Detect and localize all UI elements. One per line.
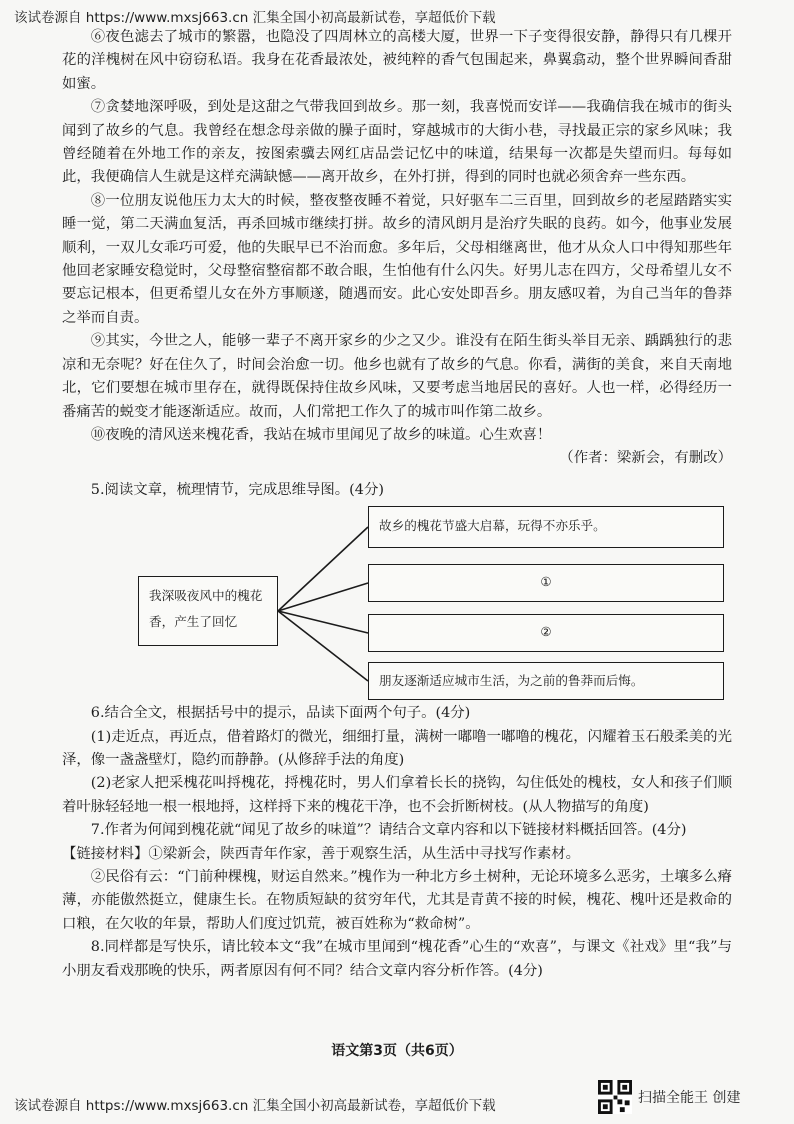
mind-map-branch-4: 朋友逐渐适应城市生活，为之前的鲁莽而后悔。 [368, 662, 724, 700]
scanner-label: 扫描全能王 创建 [638, 1090, 741, 1106]
question-7: 7.作者为何闻到槐花就“闻见了故乡的味道”？请结合文章内容和以下链接材料概括回答。(4分) [90, 822, 687, 839]
page-content [62, 26, 732, 983]
question-6: 6.结合全文，根据括号中的提示，品读下面两个句子。(4分) [90, 705, 471, 722]
mind-map-blank-1[interactable]: ① [368, 564, 724, 602]
question-5: 5.阅读文章，梳理情节，完成思维导图。(4分) [90, 481, 384, 498]
question-6-part-1: (1)走近点，再近点，借着路灯的微光，细细打量，满树一嘟噜一嘟噜的槐花，闪耀着玉石般柔美的光泽，像一盏盏壁灯，隐约而静静。(从修辞手法的角度) [62, 728, 732, 768]
mind-map-branch-1: 故乡的槐花节盛大启幕，玩得不亦乐乎。 [368, 506, 724, 548]
question-8: 8.同样都是写快乐，请比较本文“我”在城市里闻到“槐花香”心生的“欢喜”，与课文《社戏》里“我”与小朋友看戏那晚的快乐，两者原因有何不同？结合文章内容分析作答。(4分) [62, 939, 732, 979]
source-banner-top: 该试卷源自 https://www.mxsj663.cn 汇集全国小初高最新试卷，享超低价下载 [14, 10, 496, 26]
question-7-link-material-1: 【链接材料】①梁新会，陕西青年作家，善于观察生活，从生活中寻找写作素材。 [62, 845, 581, 862]
article-paragraph-6: ⑥夜色滤去了城市的繁嚣，也隐没了四周林立的高楼大厦，世界一下子变得很安静，静得只有几棵开花的洋槐树在风中窃窃私语。我身在花香最浓处，被纯粹的香气包围起来，鼻翼翕动，整个世界瞬间香甜如蜜。 [62, 29, 732, 92]
source-banner-bottom: 该试卷源自 https://www.mxsj663.cn 汇集全国小初高最新试卷，享超低价下载 [14, 1098, 496, 1114]
connector-2 [278, 583, 368, 611]
article-paragraph-9: ⑨其实，今世之人，能够一辈子不离开家乡的少之又少。谁没有在陌生街头举目无亲、踽踽独行的悲凉和无奈呢？好在住久了，时间会治愈一切。他乡也就有了故乡的气息。你看，满街的美食，来自天南地北，它们要想在城市里存在，就得既保持住故乡风味，又要考虑当地居民的喜好。人也一样，必得经历一番痛苦的蜕变才能逐渐适应。故而，人们常把工作久了的城市叫作第二故乡。 [62, 333, 732, 420]
mind-map-blank-2[interactable]: ② [368, 614, 724, 652]
question-7-link-material-2: ②民俗有云：“门前种棵槐，财运自然来。”槐作为一种北方乡土树种，无论环境多么恶劣，土壤多么瘠薄，亦能傲然挺立，健康生长。在物质短缺的贫穷年代，尤其是青黄不接的时候，槐花、槐叶还是救命的口粮，在欠收的年景，帮助人们度过饥荒，被百姓称为“救命树”。 [62, 868, 732, 932]
connector-1 [278, 527, 368, 611]
page-number: 语文第3页（共6页） [331, 1043, 463, 1059]
mind-map-root-box: 我深吸夜风中的槐花香，产生了回忆 [138, 576, 278, 646]
article-credit: （作者：梁新会，有删改） [559, 450, 732, 467]
qr-code-icon [598, 1080, 632, 1114]
scanner-watermark [598, 1080, 740, 1114]
article-paragraph-7: ⑦贪婪地深呼吸，到处是这甜之气带我回到故乡。那一刻，我喜悦而安详——我确信我在城市的街头闻到了故乡的气息。我曾经在想念母亲做的臊子面时，穿越城市的大街小巷，寻找最正宗的家乡风味；我曾经随着在外地工作的亲友，按图索骥去网红店品尝记忆中的味道，结果每一次都是失望而归。每每如此，我便确信人生就是这样充满缺憾——离开故乡，在外打拼，得到的同时也就必须舍弃一些东西。 [62, 99, 732, 186]
question-6-part-2: (2)老家人把采槐花叫捋槐花，捋槐花时，男人们拿着长长的挠钩，勾住低处的槐枝，女人和孩子们顺着叶脉轻轻地一根一根地捋，这样捋下来的槐花干净，也不会折断树枝。(从人物描写的角度) [62, 775, 732, 815]
article-paragraph-8: ⑧一位朋友说他压力太大的时候，整夜整夜睡不着觉，只好驱车二三百里，回到故乡的老屋踏踏实实睡一觉，第二天满血复活，再杀回城市继续打拼。故乡的清风朗月是治疗失眠的良药。如今，他事业发展顺利，一双儿女乖巧可爱，他的失眠早已不治而愈。多年后，父母相继离世，他才从众人口中得知那些年他回老家睡安稳觉时，父母整宿整宿都不敢合眼，生怕他有什么闪失。好男儿志在四方，父母希望儿女不要忘记根本，但更希望儿女在外方事顺遂，随遇而安。此心安处即吾乡。朋友感叹着，为自己当年的鲁莽之举而自责。 [62, 192, 732, 326]
mind-map [62, 506, 732, 696]
article-paragraph-10: ⑩夜晚的清风送来槐花香，我站在城市里闻见了故乡的味道。心生欢喜！ [90, 426, 552, 443]
